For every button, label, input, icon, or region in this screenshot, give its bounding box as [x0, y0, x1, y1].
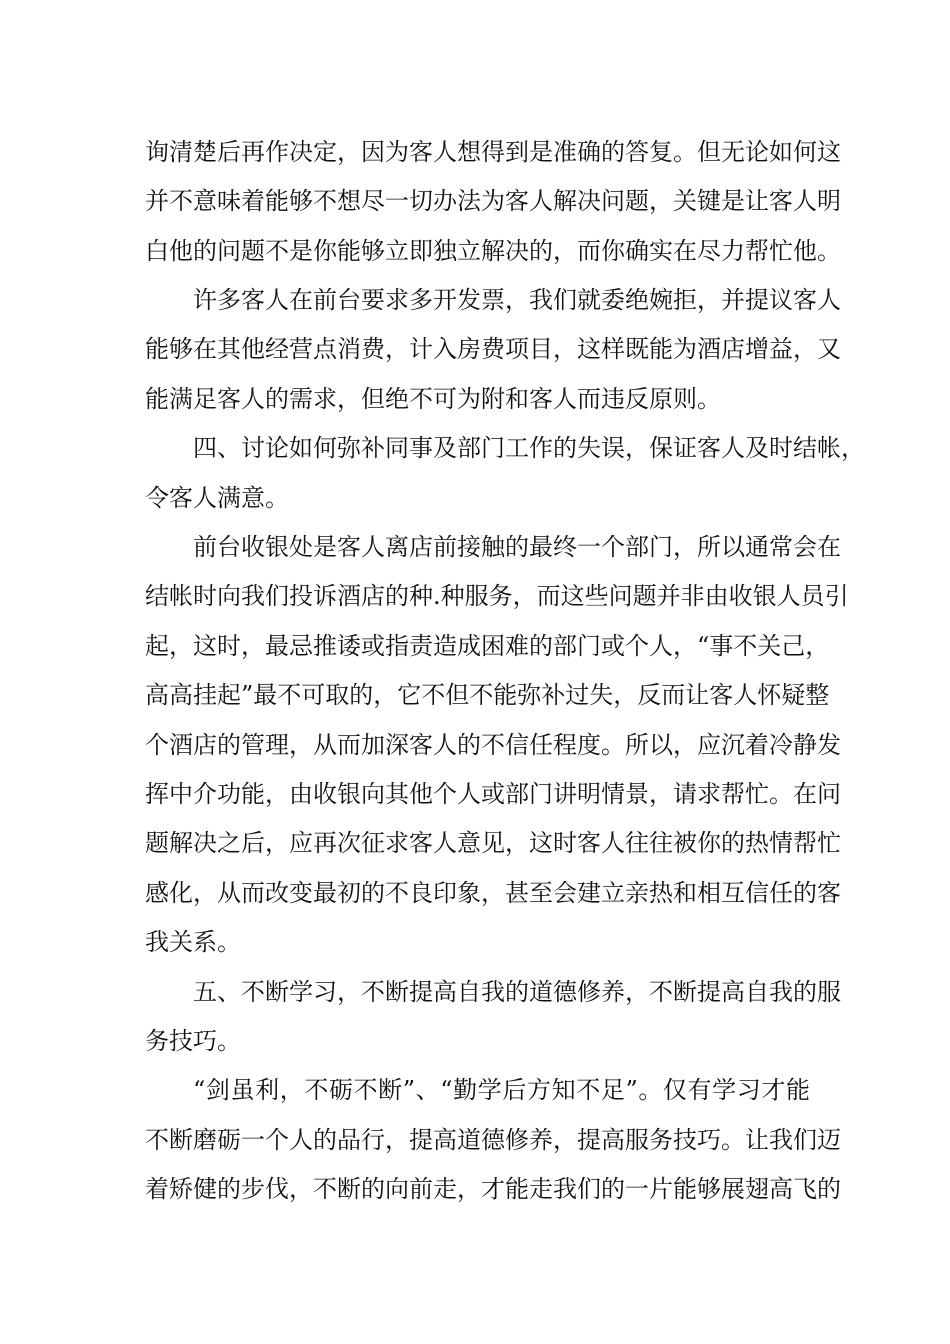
text-line: 高高挂起”最不可取的，它不但不能弥补过失，反而让客人怀疑整: [145, 681, 830, 709]
text-line: 并不意味着能够不想尽一切办法为客人解决问题，关键是让客人明: [145, 187, 841, 215]
text-line: 题解决之后，应再次征求客人意见，这时客人往往被你的热情帮忙: [145, 829, 841, 857]
section-heading-line: 五、不断学习，不断提高自我的道德修养，不断提高自我的服: [193, 978, 841, 1006]
section-heading-line: 令客人满意。: [145, 484, 289, 512]
paragraph-first-line: 许多客人在前台要求多开发票，我们就委绝婉拒，并提议客人: [193, 286, 841, 314]
text-line: 我关系。: [145, 928, 241, 956]
text-line: 起，这时，最忌推诿或指责造成困难的部门或个人，“事不关己，: [145, 632, 830, 660]
text-line: 着矫健的步伐，不断的向前走，才能走我们的一片能够展翅高飞的: [145, 1175, 841, 1203]
text-line: 询清楚后再作决定，因为客人想得到是准确的答复。但无论如何这: [145, 138, 841, 166]
section-heading-line: 务技巧。: [145, 1027, 241, 1055]
text-line: 白他的问题不是你能够立即独立解决的，而你确实在尽力帮忙他。: [145, 237, 841, 265]
text-line: 挥中介功能，由收银向其他个人或部门讲明情景，请求帮忙。在问: [145, 780, 841, 808]
text-line: 结帐时向我们投诉酒店的种.种服务，而这些问题并非由收银人员引: [145, 582, 849, 610]
paragraph-first-line: “剑虽利，不砺不断”、“勤学后方知不足”。仅有学习才能: [193, 1076, 810, 1104]
text-line: 感化，从而改变最初的不良印象，甚至会建立亲热和相互信任的客: [145, 879, 841, 907]
text-line: 能满足客人的需求，但绝不可为附和客人而违反原则。: [145, 385, 721, 413]
text-line: 个酒店的管理，从而加深客人的不信任程度。所以，应沉着冷静发: [145, 731, 841, 759]
text-line: 能够在其他经营点消费，计入房费项目，这样既能为酒店增益，又: [145, 335, 841, 363]
paragraph-first-line: 前台收银处是客人离店前接触的最终一个部门，所以通常会在: [193, 533, 841, 561]
section-heading-line: 四、讨论如何弥补同事及部门工作的失误，保证客人及时结帐，: [193, 434, 865, 462]
text-line: 不断磨砺一个人的品行，提高道德修养，提高服务技巧。让我们迈: [145, 1126, 841, 1154]
